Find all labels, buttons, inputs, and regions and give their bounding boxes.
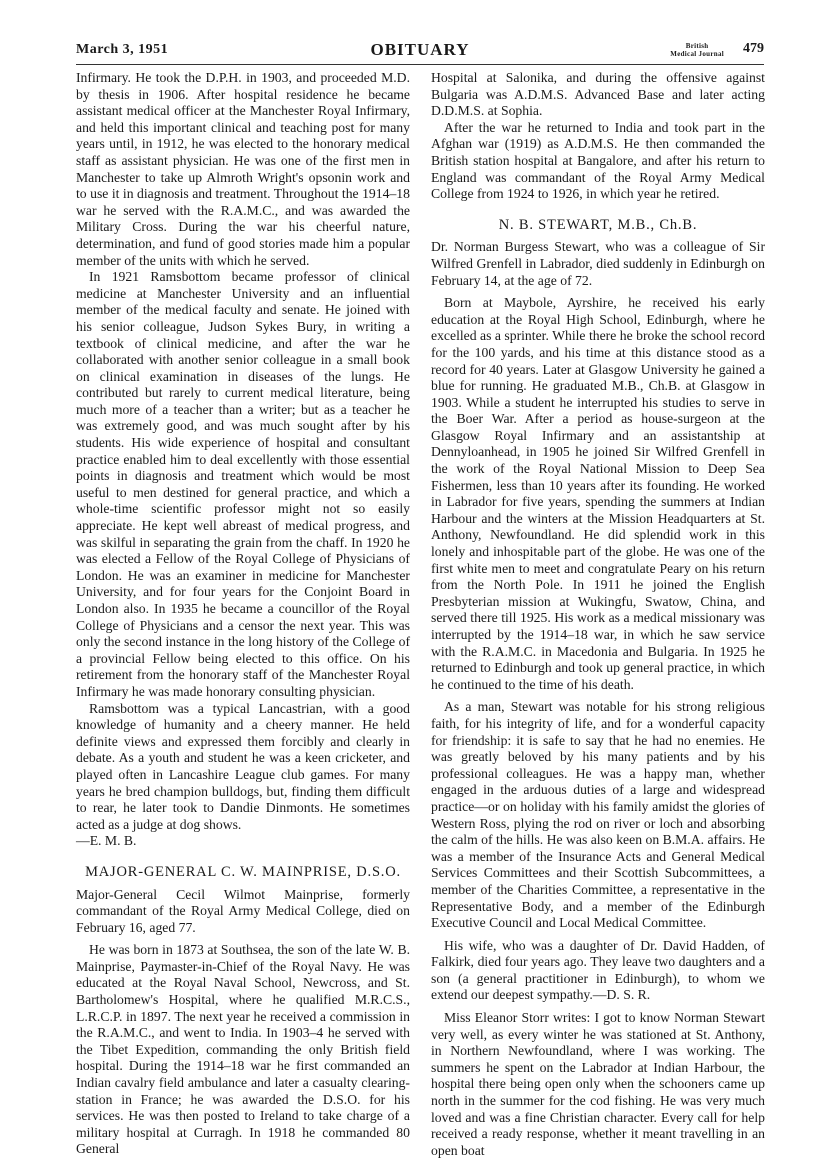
stewart-paragraph-2: Born at Maybole, Ayrshire, he received his early education at the Royal High School, Edinburgh, where he excelled as a sprinter. While there he broke the school record for the 100 yards, and his time at this distance stood as a record for 40 years. Later at Glasgow University he gained a blue for running. He graduated M.B., Ch.B. at Glasgow in 1903. While a student he interrupted his studies to serve in the Boer War. After a period as house-surgeon at the Glasgow Royal Infirmary and an assistantship at Dennyloanhead, in 1905 he joined Sir Wilfred Grenfell in the work of the Royal National Mission to Deep Sea Fishermen, less than 10 years after its founding. He worked in Labrador for five years, spending the summers at Indian Harbour and the winters at the Mission Headquarters at St. Anthony, Newfoundland. He did splendid work in this lonely and inhospitable part of the globe. He was one of the first white men to meet and congratulate Peary on his return from the North Pole. In 1911 he joined the English Presbyterian mission at Wukingfu, Swatow, China, and served there till 1925. His work as a medical missionary was interrupted by the 1914–18 war, in which he saw service with the R.A.M.C. in Macedonia and Bulgaria. In 1925 he returned to Edinburgh and took up general practice, in which he continued to the time of his death. (431, 295, 765, 692)
stewart-paragraph-1: Dr. Norman Burgess Stewart, who was a colleague of Sir Wilfred Grenfell in Labrador, died suddenly in Edinburgh on February 14, at the age of 72. (431, 239, 765, 288)
page-number: 479 (743, 41, 764, 56)
ramsbottom-paragraph-2: In 1921 Ramsbottom became professor of clinical medicine at Manchester University and an influential member of the medical faculty and senate. He joined with his senior colleague, Judson Sykes Bury, in writing a textbook of clinical medicine, and after the war he collaborated with another senior colleague in a small book on clinical examination in diseases of the lungs. He contributed but rarely to current medical literature, being much more of a teacher than a writer; but as a teacher he was extremely good, and was much sought after by his students. His wide experience of hospital and consultant practice enabled him to deal excellently with those essential points in diagnosis and treatment which would be most useful to men destined for general practice, and which a whole-time scientific professor might not so easily appreciate. He kept well abreast of medical progress, and was skilful in separating the grain from the chaff. In 1920 he was elected a Fellow of the Royal College of Physicians of London. He was an examiner in medicine for Manchester University, and for four years for the Conjoint Board in London also. In 1935 he became a councillor of the Royal College of Physicians and a censor the next year. This was only the second instance in the long history of the College of a provincial Fellow being elected to this office. On his retirement from the honorary staff of the Manchester Royal Infirmary he was made honorary consulting physician. (76, 269, 410, 699)
journal-name-line2: Medical Journal (670, 50, 724, 58)
mainprise-paragraph-3: After the war he returned to India and took part in the Afghan war (1919) as A.D.M.S. He then commanded the British station hospital at Bangalore, and after his return to England was commandant of the Royal Army Medical College from 1924 to 1926, in which year he retired. (431, 119, 765, 202)
ramsbottom-paragraph-1: Infirmary. He took the D.P.H. in 1903, and proceeded M.D. by thesis in 1906. After hospital residence he became assistant medical officer at the Manchester Royal Infirmary, and held this important clinical and teaching post for many years until, in 1912, he was elected to the honorary medical staff as assistant physician. He was one of the first men in Manchester to take up Almroth Wright's opsonin work and to use it in diagnosis and treatment. Throughout the 1914–18 war he served with the R.A.M.C., and was awarded the Military Cross. During the war his cheerful nature, determination, and fund of good stories made him a popular member of the units with which he served. (76, 70, 410, 268)
storr-paragraph-1: Miss Eleanor Storr writes: I got to know Norman Stewart very well, as every winter he was stationed at St. Anthony, in Northern Newfoundland, where I was working. The summers he spent on the Labrador at Indian Harbour, the hospital there being open only when the schooners came up north in the summer for the cod fishing. He was very much loved and was a fine Christian character. Every call for help received a ready response, whether it meant travelling in an open boat (431, 1010, 765, 1158)
stewart-paragraph-4: His wife, who was a daughter of Dr. David Hadden, of Falkirk, died four years ago. They leave two daughters and a son (a general practitioner in Edinburgh), to whom we extend our deepest sympathy.—D. S. R. (431, 937, 765, 1003)
journal-name (670, 42, 724, 58)
stewart-paragraph-3: As a man, Stewart was notable for his strong religious faith, for his integrity of life, and for a wonderful capacity for friendship: it is safe to say that he had no enemies. He was greatly beloved by his many patients and by his professional colleagues. He was a happy man, whether engaged in the arduous duties of a large and widespread practice—or on holiday with his family amidst the glories of Western Ross, plying the rod on river or loch and absorbing the calm of the hills. He was also keen on B.M.A. affairs. He was a member of the Insurance Acts and General Medical Services Committees and their Scottish Subcommittees, a member of the Charities Committee, a representative in the Representative Body, and a member of the Edinburgh Executive Council and Local Medical Committee. (431, 699, 765, 931)
page-header (76, 40, 764, 65)
mainprise-paragraph-2: He was born in 1873 at Southsea, the son of the late W. B. Mainprise, Paymaster-in-Chief of the Royal Navy. He was educated at the Royal Naval School, Newcross, and St. Bartholomew's Hospital, where he qualified M.R.C.S., L.R.C.P. in 1897. The next year he received a commission in the R.A.M.C., and went to India. In 1903–4 he served with the Tibet Expedition, commanding the only British field hospital. During the 1914–18 war he first commanded an Indian cavalry field ambulance and later a casualty clearing-station in France; he was awarded the D.S.O. for his services. He was then posted to Ireland to take charge of a military hospital at Curragh. In 1918 he commanded 80 General (76, 942, 410, 1157)
right-column (431, 70, 765, 1159)
stewart-heading: N. B. STEWART, M.B., Ch.B. (498, 216, 698, 233)
issue-date: March 3, 1951 (76, 42, 169, 57)
mainprise-paragraph-1: Major-General Cecil Wilmot Mainprise, formerly commandant of the Royal Army Medical College, died on February 16, aged 77. (76, 886, 410, 935)
mainprise-continuation: Hospital at Salonika, and during the offensive against Bulgaria was A.D.M.S. Advanced Base and later acting D.D.M.S. at Sophia. (431, 70, 765, 119)
mainprise-heading: MAJOR-GENERAL C. W. MAINPRISE, D.S.O. (85, 863, 401, 880)
left-column (76, 70, 410, 1158)
journal-name-line1: British (685, 42, 709, 50)
section-title: OBITUARY (370, 40, 470, 59)
ramsbottom-paragraph-3: Ramsbottom was a typical Lancastrian, with a good knowledge of humanity and a cheery manner. He held definite views and expressed them forcibly and clearly in debate. As a youth and student he was a keen cricketer, and played often in Lancashire League club games. For many years he bred champion bulldogs, but, finding them difficult to rear, he later took to Dandie Dinmonts. He sometimes acted as a judge at dog shows. (76, 700, 410, 832)
ramsbottom-signature: —E. M. B. (76, 833, 137, 849)
